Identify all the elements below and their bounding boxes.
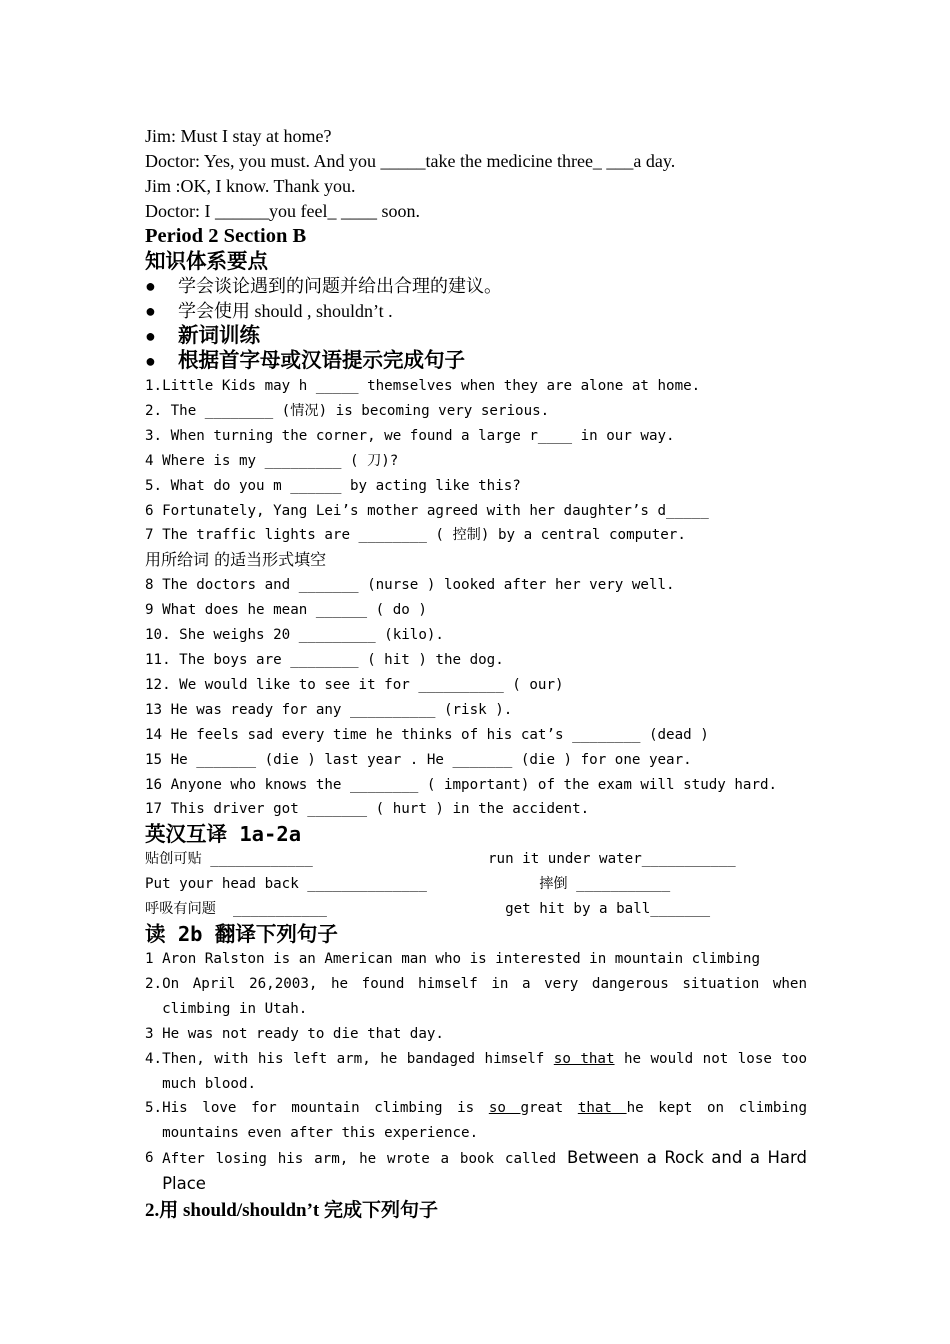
translate-right: run it under water___________: [488, 851, 736, 868]
book-title: Between a Rock and a Hard Place: [162, 1148, 807, 1194]
reading-list: [145, 947, 807, 1198]
text-segment: he would not lose too much blood.: [162, 1050, 808, 1092]
item-text: [162, 1146, 807, 1198]
exercise-line: 13 He was ready for any __________ (risk ).: [145, 701, 513, 718]
bullet-dot: ●: [145, 301, 156, 321]
exercise-line: 8 The doctors and _______ (nurse ) looked after her very well.: [145, 577, 675, 594]
exercise-line: 16 Anyone who knows the ________ ( important) of the exam will study hard.: [145, 776, 778, 793]
dialogue-line: Doctor: Yes, you must. And you _____take the medicine three_ ___a day.: [145, 151, 676, 171]
item-text: [162, 1047, 807, 1097]
exercise-line: 7 The traffic lights are ________ ( 控制) by a central computer.: [145, 527, 686, 544]
translate-pairs: [145, 847, 807, 922]
translate-row: [145, 847, 807, 872]
reading-heading: 读 2b 翻译下列句子: [145, 922, 338, 947]
underlined-phrase: so that: [553, 1050, 615, 1067]
bullet-text: 新词训练: [178, 325, 260, 347]
exercise-list-a: [145, 374, 807, 548]
underlined-phrase: that: [577, 1100, 627, 1117]
item-number: 4.: [145, 1050, 163, 1067]
exercise-line: 12. We would like to see it for __________ ( our): [145, 676, 564, 693]
exercise-line: 15 He _______ (die ) last year . He _______ (die ) for one year.: [145, 751, 692, 768]
text-segment: After losing his arm, he wrote a book called: [162, 1151, 567, 1168]
reading-item: [145, 1146, 807, 1198]
reading-item: [145, 1096, 807, 1146]
item-number: 1: [145, 951, 163, 968]
exercise-line: 14 He feels sad every time he thinks of his cat’s ________ (dead ): [145, 726, 709, 743]
form-instruction: 用所给词 的适当形式填空: [145, 550, 327, 570]
bullet-item: [145, 274, 807, 299]
reading-item: [145, 1022, 807, 1047]
exercise-line: 10. She weighs 20 _________ (kilo).: [145, 627, 444, 644]
exercise-line: 2. The ________ (情况) is becoming very serious.: [145, 402, 550, 419]
exercise-line: 1.Little Kids may h _____ themselves when they are alone at home.: [145, 378, 701, 394]
item-text: Aron Ralston is an American man who is interested in mountain climbing: [162, 951, 761, 968]
item-number: 5.: [145, 1100, 163, 1117]
bullet-item: [145, 299, 807, 324]
translate-row: [145, 897, 807, 922]
translate-right: 摔倒 ___________: [488, 876, 671, 893]
exercise-line: 9 What does he mean ______ ( do ): [145, 602, 427, 619]
bullet-text: 学会使用 should , shouldn’t .: [178, 301, 393, 321]
dialogue-line: Jim: Must I stay at home?: [145, 126, 332, 146]
bullet-list: [145, 274, 807, 374]
bullet-dot: ●: [145, 351, 156, 371]
dialogue-line: Jim :OK, I know. Thank you.: [145, 176, 356, 196]
item-text: [162, 1096, 807, 1146]
item-text: He was not ready to die that day.: [162, 1025, 444, 1042]
bullet-item: [145, 349, 807, 374]
exercise-line: 3. When turning the corner, we found a large r____ in our way.: [145, 427, 675, 444]
exercise-line: 5. What do you m ______ by acting like this?: [145, 477, 521, 494]
underlined-phrase: so: [488, 1100, 521, 1117]
document-page: [145, 124, 807, 1223]
item-number: 2.: [145, 975, 163, 992]
exercise-line: 6 Fortunately, Yang Lei’s mother agreed with her daughter’s d_____: [145, 502, 709, 519]
item-number: 3: [145, 1025, 163, 1042]
dialogue-line: Doctor: I ______you feel_ ____ soon.: [145, 201, 420, 221]
text-segment: Then, with his left arm, he bandaged himself: [162, 1050, 554, 1067]
bullet-text: 根据首字母或汉语提示完成句子: [178, 350, 465, 372]
text-segment: His love for mountain climbing is: [162, 1100, 489, 1117]
bullet-dot: ●: [145, 276, 156, 296]
translate-row: [145, 872, 807, 897]
translate-heading: 英汉互译 1a-2a: [145, 822, 302, 847]
translate-right: get hit by a ball_______: [488, 901, 711, 918]
exercise-line: 17 This driver got _______ ( hurt ) in the accident.: [145, 801, 590, 818]
period-heading: Period 2 Section B: [145, 225, 307, 247]
bullet-item: [145, 324, 807, 349]
item-number: 6: [145, 1150, 163, 1167]
item-text: On April 26,2003, he found himself in a very dangerous situation when climbing in Utah.: [162, 975, 807, 1017]
text-segment: great: [520, 1100, 578, 1117]
translate-left: Put your head back ______________: [145, 876, 427, 893]
reading-item: [145, 972, 807, 1022]
bullet-dot: ●: [145, 326, 156, 346]
final-heading: 2.用 should/shouldn’t 完成下列句子: [145, 1200, 438, 1222]
exercise-line: 4 Where is my _________ ( 刀)?: [145, 452, 399, 469]
reading-item: [145, 947, 807, 972]
exercise-list-b: [145, 573, 807, 822]
text-segment: he kept on climbing mountains even after this experience.: [162, 1100, 808, 1142]
reading-item: [145, 1047, 807, 1097]
translate-left: 贴创可贴 ____________: [145, 851, 313, 868]
exercise-line: 11. The boys are ________ ( hit ) the dog.: [145, 651, 504, 668]
translate-left: 呼吸有问题 ___________: [145, 901, 327, 918]
bullet-text: 学会谈论遇到的问题并给出合理的建议。: [178, 276, 502, 296]
dialogue: [145, 124, 807, 224]
knowledge-heading: 知识体系要点: [145, 249, 268, 273]
